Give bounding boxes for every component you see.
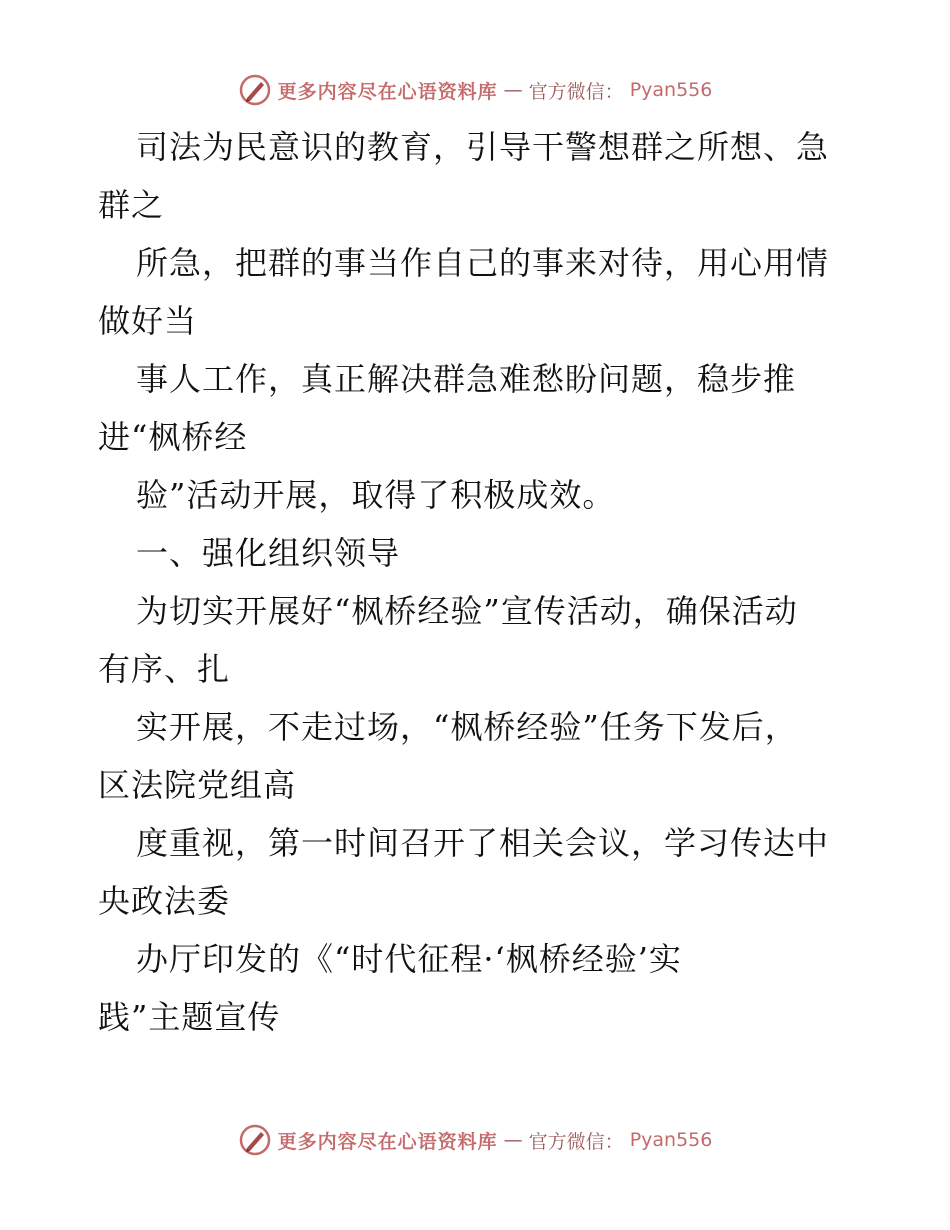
watermark-separator: —: [503, 1129, 523, 1151]
footer-watermark: [0, 1120, 950, 1160]
text-line: 进“枫桥经: [98, 418, 248, 456]
text-line: 群之: [98, 186, 165, 224]
text-line: 央政法委: [98, 882, 231, 920]
text-line: 实开展，不走过场，“枫桥经验”任务下发后，: [136, 708, 798, 746]
section-heading: 一、强化组织领导: [136, 534, 401, 572]
pen-logo-icon: [238, 73, 272, 107]
text-line: 所急，把群的事当作自己的事来对待，用心用情: [136, 244, 830, 282]
text-line: 践”主题宣传: [98, 998, 281, 1036]
text-line: 区法院党组高: [98, 766, 297, 804]
watermark-separator: —: [503, 79, 523, 101]
document-body: [98, 118, 858, 1046]
text-line: 做好当: [98, 302, 198, 340]
watermark-account: Pyan556: [629, 1129, 713, 1151]
watermark-brand-text: 更多内容尽在心语资料库: [277, 80, 498, 103]
text-line: 度重视，第一时间召开了相关会议，学习传达中: [136, 824, 830, 862]
text-line: 事人工作，真正解决群急难愁盼问题，稳步推: [136, 360, 797, 398]
watermark-official-label: 官方微信：: [528, 1130, 624, 1153]
watermark-brand-text: 更多内容尽在心语资料库: [277, 1130, 498, 1153]
text-line: 验”活动开展，取得了积极成效。: [136, 476, 616, 514]
header-watermark: [0, 70, 950, 110]
watermark-official-label: 官方微信：: [528, 80, 624, 103]
text-line: 有序、扎: [98, 650, 231, 688]
text-line: 办厅印发的《“时代征程·‘枫桥经验’实: [136, 940, 682, 978]
text-line: 司法为民意识的教育，引导干警想群之所想、急: [136, 128, 830, 166]
pen-logo-icon: [238, 1123, 272, 1157]
text-line: 为切实开展好“枫桥经验”宣传活动，确保活动: [136, 592, 798, 630]
watermark-account: Pyan556: [629, 79, 713, 101]
